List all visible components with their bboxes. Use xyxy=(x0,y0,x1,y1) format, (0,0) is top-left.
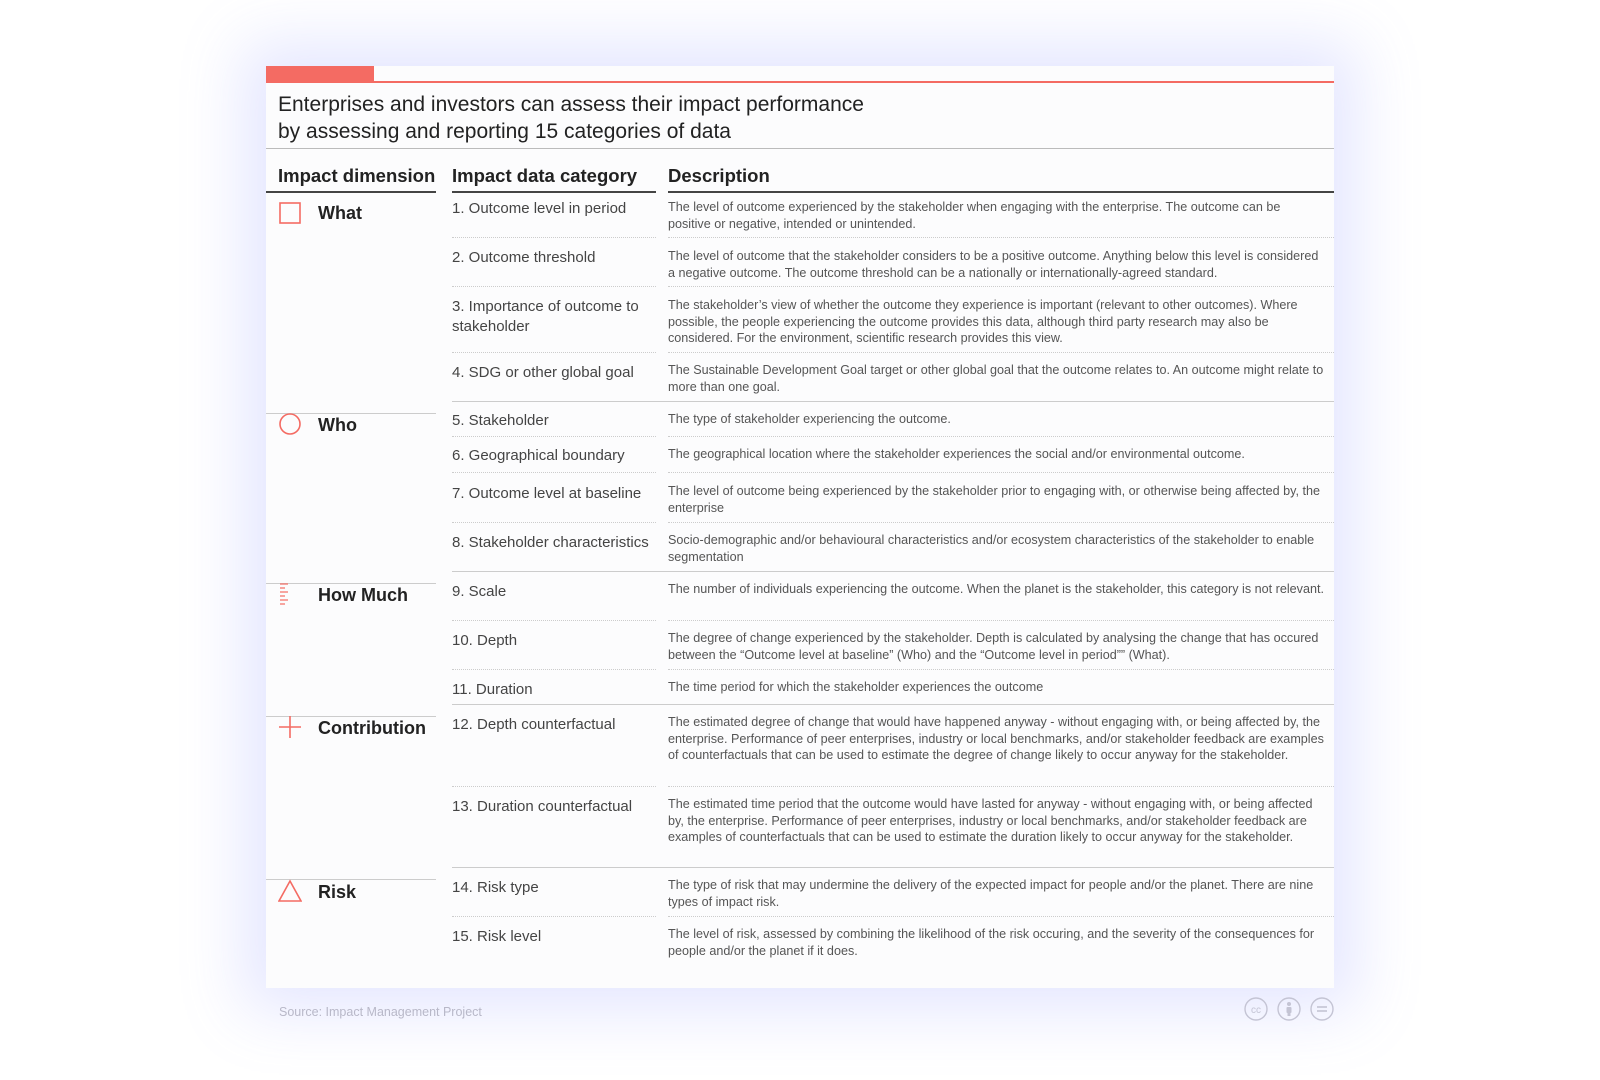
group-divider xyxy=(452,867,1334,868)
row-divider xyxy=(452,620,656,622)
category-cell: 14. Risk type xyxy=(452,879,539,896)
group-divider xyxy=(452,401,1334,402)
category-cell: 12. Depth counterfactual xyxy=(452,716,616,733)
category-cell: 15. Risk level xyxy=(452,928,542,945)
row-divider xyxy=(668,669,1334,671)
dimension-risk: Risk xyxy=(318,882,357,902)
page-title xyxy=(278,91,1178,145)
scale-lines-icon xyxy=(278,582,302,606)
row-divider xyxy=(452,286,656,288)
square-icon xyxy=(278,201,302,225)
row-divider xyxy=(668,786,1334,788)
description-cell: The degree of change experienced by the stakeholder. Depth is calculated by analysing the change that has occured between the “Outcome level at baseline” (Who) and the “Outcome level in period”” (What). xyxy=(668,631,1319,662)
description-cell: The type of risk that may undermine the delivery of the expected impact for people and/or the planet. There are nine types of impact risk. xyxy=(668,878,1314,909)
category-cell: 3. Importance of outcome to stakeholder xyxy=(452,298,639,335)
title-divider xyxy=(266,148,1334,149)
row-divider xyxy=(668,352,1334,354)
row-divider xyxy=(668,436,1334,438)
group-divider xyxy=(452,704,1334,705)
category-cell: 7. Outcome level at baseline xyxy=(452,485,642,502)
row-divider xyxy=(668,620,1334,622)
row-divider xyxy=(452,522,656,524)
svg-text:cc: cc xyxy=(1251,1005,1261,1016)
header-rule-description xyxy=(668,191,1334,193)
header-rule-category xyxy=(452,191,656,193)
row-divider xyxy=(452,237,656,239)
dimension-who: Who xyxy=(318,415,357,435)
cc-icon xyxy=(1243,996,1269,1022)
header-impact-data-category: Impact data category xyxy=(452,165,638,186)
category-cell: 13. Duration counterfactual xyxy=(452,798,633,815)
row-divider xyxy=(668,472,1334,474)
no-derivatives-icon xyxy=(1309,996,1335,1022)
description-cell: The level of risk, assessed by combining the likelihood of the risk occuring, and the severity of the consequences for people and/or the planet if it does. xyxy=(668,927,1315,958)
title-line-2: by assessing and reporting 15 categories of data xyxy=(278,120,731,143)
row-divider xyxy=(452,669,656,671)
dimension-how-much: How Much xyxy=(318,585,408,605)
category-cell: 1. Outcome level in period xyxy=(452,200,627,217)
row-divider xyxy=(668,286,1334,288)
category-cell: 9. Scale xyxy=(452,583,507,600)
description-cell: The estimated time period that the outcome would have lasted for anyway - without engaging with, or being affected by, the enterprise. Performance of peer enterprises, industry or local benchmarks, and/or stakeholder feedback are examples of counterfactuals that can be used to estimate the duration likely to occur anyway for the stakeholder. xyxy=(668,797,1313,845)
title-line-1: Enterprises and investors can assess their impact performance xyxy=(278,93,864,116)
category-cell: 2. Outcome threshold xyxy=(452,249,596,266)
category-cell: 6. Geographical boundary xyxy=(452,447,625,464)
row-divider xyxy=(668,237,1334,239)
row-divider xyxy=(452,352,656,354)
description-cell: The type of stakeholder experiencing the outcome. xyxy=(668,412,951,426)
row-divider xyxy=(668,916,1334,918)
attribution-icon xyxy=(1276,996,1302,1022)
category-cell: 10. Depth xyxy=(452,632,518,649)
group-divider xyxy=(452,571,1334,572)
category-cell: 8. Stakeholder characteristics xyxy=(452,534,649,551)
description-cell: The level of outcome being experienced by the stakeholder prior to engaging with, or otherwise being affected by, the enterprise xyxy=(668,484,1321,515)
description-cell: The geographical location where the stakeholder experiences the social and/or environmental outcome. xyxy=(668,447,1245,461)
row-divider xyxy=(452,472,656,474)
row-divider xyxy=(452,916,656,918)
header-rule-dimension xyxy=(266,191,436,193)
category-cell: 5. Stakeholder xyxy=(452,412,549,429)
description-cell: The number of individuals experiencing the outcome. When the planet is the stakeholder, this category is not relevant. xyxy=(668,582,1324,596)
row-divider xyxy=(668,522,1334,524)
description-cell: The Sustainable Development Goal target or other global goal that the outcome relates to. An outcome might relate to more than one goal. xyxy=(668,363,1324,394)
header-impact-dimension: Impact dimension xyxy=(278,165,436,186)
category-cell: 4. SDG or other global goal xyxy=(452,364,634,381)
header-description: Description xyxy=(668,165,770,186)
triangle-icon xyxy=(278,879,302,903)
infographic-card xyxy=(266,66,1334,988)
row-divider xyxy=(452,436,656,438)
dimension-what: What xyxy=(318,203,362,223)
accent-line xyxy=(266,81,1334,83)
plus-icon xyxy=(278,715,302,739)
dimension-contribution: Contribution xyxy=(318,718,426,738)
row-divider xyxy=(452,786,656,788)
description-cell: The stakeholder’s view of whether the outcome they experience is important (relevant to other outcomes). Where possible, the people experiencing the outcome provides this data, although third party research may also be considered. For the environment, scientific research provides this view. xyxy=(668,298,1298,346)
description-cell: The time period for which the stakeholder experiences the outcome xyxy=(668,680,1044,694)
description-cell: The estimated degree of change that would have happened anyway - without engaging with, or being affected by, the enterprise. Performance of peer enterprises, industry or local benchmarks, and/or stakeholder feedback are examples of counterfactuals that can be used to estimate the degree of change likely to occur anyway for the stakeholder. xyxy=(668,715,1324,763)
circle-icon xyxy=(278,412,302,436)
description-cell: Socio-demographic and/or behavioural characteristics and/or ecosystem characteristics of the stakeholder to enable segmentation xyxy=(668,533,1315,564)
source-credit: Source: Impact Management Project xyxy=(279,1005,482,1019)
category-cell: 11. Duration xyxy=(452,681,533,698)
description-cell: The level of outcome that the stakeholder considers to be a positive outcome. Anything below this level is considered a negative outcome. The outcome threshold can be a nationally or internationally-agreed standard. xyxy=(668,249,1319,280)
description-cell: The level of outcome experienced by the stakeholder when engaging with the enterprise. The outcome can be positive or negative, intended or unintended. xyxy=(668,200,1281,231)
